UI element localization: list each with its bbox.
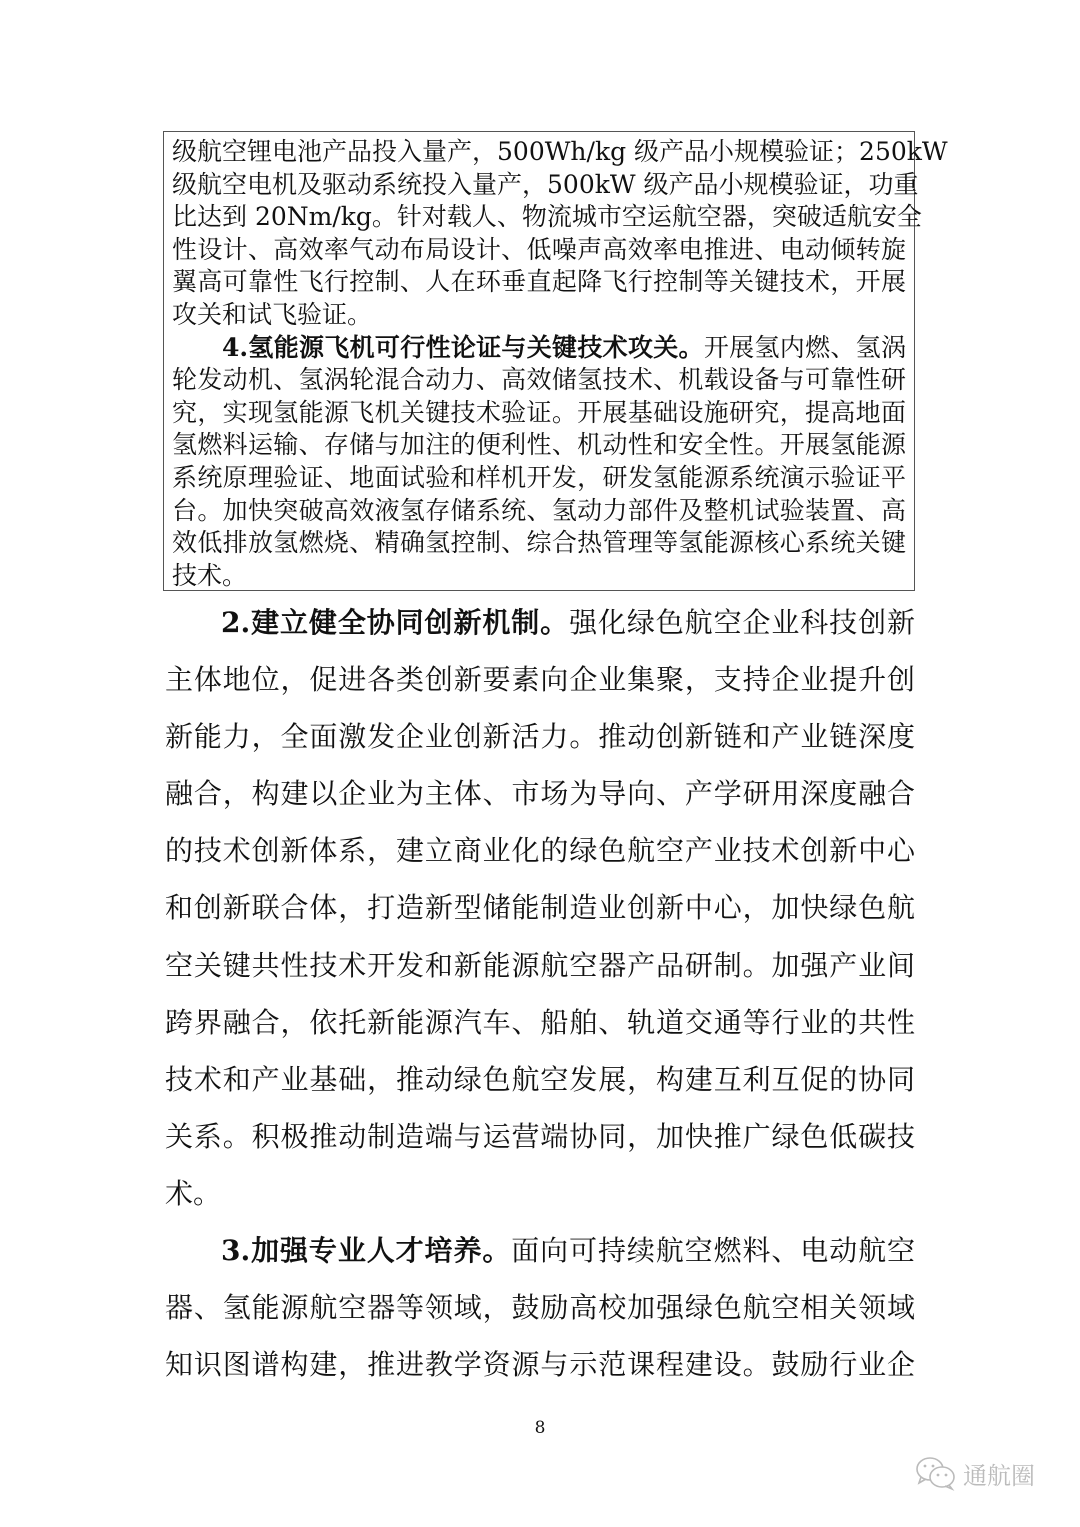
text-line: 技术。 [172,560,248,590]
highlight-box [163,131,948,591]
section-2-heading: 2.建立健全协同创新机制。 [221,606,570,639]
text-line: 融合，构建以企业为主体、市场为导向、产学研用深度融合 [165,777,915,811]
text-line: 攻关和试飞验证。 [172,299,373,329]
text-line: 比达到 20Nm/kg。针对载人、物流城市空运航空器，突破适航安全 [172,202,922,232]
section-3-heading: 3.加强专业人才培养。 [221,1234,512,1268]
watermark-text: 通航圈 [963,1461,1035,1490]
text-line: 翼高可靠性飞行控制、人在环垂直起降飞行控制等关键技术，开展 [172,267,906,297]
text-line: 的技术创新体系，建立商业化的绿色航空产业技术创新中心 [165,834,915,868]
text-line: 空关键共性技术开发和新能源航空器产品研制。加强产业间 [165,948,915,982]
text-line: 台。加快突破高效液氢存储系统、氢动力部件及整机试验装置、高 [172,495,906,525]
box-paragraph-2 [172,364,906,592]
text-line: 性设计、高效率气动布局设计、低噪声高效率电推进、电动倾转旋 [172,234,906,264]
text-line: 效低排放氢燃烧、精确氢控制、综合热管理等氢能源核心系统关键 [172,528,906,558]
text-line: 和创新联合体，打造新型储能制造业创新中心，加快绿色航 [165,891,915,925]
text-line: 究，实现氢能源飞机关键技术验证。开展基础设施研究，提高地面 [172,397,906,427]
section-3-paragraph [165,1279,915,1393]
box-paragraph-2-heading: 4.氢能源飞机可行性论证与关键技术攻关。 [222,332,704,362]
text-line: 轮发动机、氢涡轮混合动力、高效储氢技术、机载设备与可靠性研 [172,365,906,395]
text-line: 主体地位，促进各类创新要素向企业集聚，支持企业提升创 [165,663,915,697]
box-paragraph-1 [172,136,948,332]
document-body [165,594,915,1393]
text-line: 级航空锂电池产品投入量产，500Wh/kg 级产品小规模验证；250kW [172,137,948,166]
text-line: 氢燃料运输、存储与加注的便利性、机动性和安全性。开展氢能源 [172,430,906,460]
page-number: 8 [534,1418,546,1438]
watermark [915,1455,1035,1491]
section-3-first-line: 3.加强专业人才培养。面向可持续航空燃料、电动航空 [221,1234,915,1268]
text-line: 新能力，全面激发企业创新活力。推动创新链和产业链深度 [165,720,915,754]
section-2-paragraph [165,651,915,1222]
text-line: 技术和产业基础，推动绿色航空发展，构建互利互促的协同 [165,1062,915,1096]
text-line: 跨界融合，依托新能源汽车、船舶、轨道交通等行业的共性 [165,1005,915,1039]
text-line: 关系。积极推动制造端与运营端协同，加快推广绿色低碳技 [165,1119,915,1153]
text-line: 级航空电机及驱动系统投入量产，500kW 级产品小规模验证，功重 [172,169,919,199]
text-line: 知识图谱构建，推进教学资源与示范课程建设。鼓励行业企 [165,1348,915,1382]
section-2-first-line: 2.建立健全协同创新机制。强化绿色航空企业科技创新 [221,606,915,639]
box-paragraph-2-first-line: 4.氢能源飞机可行性论证与关键技术攻关。开展氢内燃、氢涡 [222,332,906,362]
wechat-icon [915,1455,957,1491]
text-line: 术。 [165,1176,222,1210]
text-line: 系统原理验证、地面试验和样机开发，研发氢能源系统演示验证平 [172,462,906,492]
text-line: 器、氢能源航空器等领域，鼓励高校加强绿色航空相关领域 [165,1291,915,1325]
